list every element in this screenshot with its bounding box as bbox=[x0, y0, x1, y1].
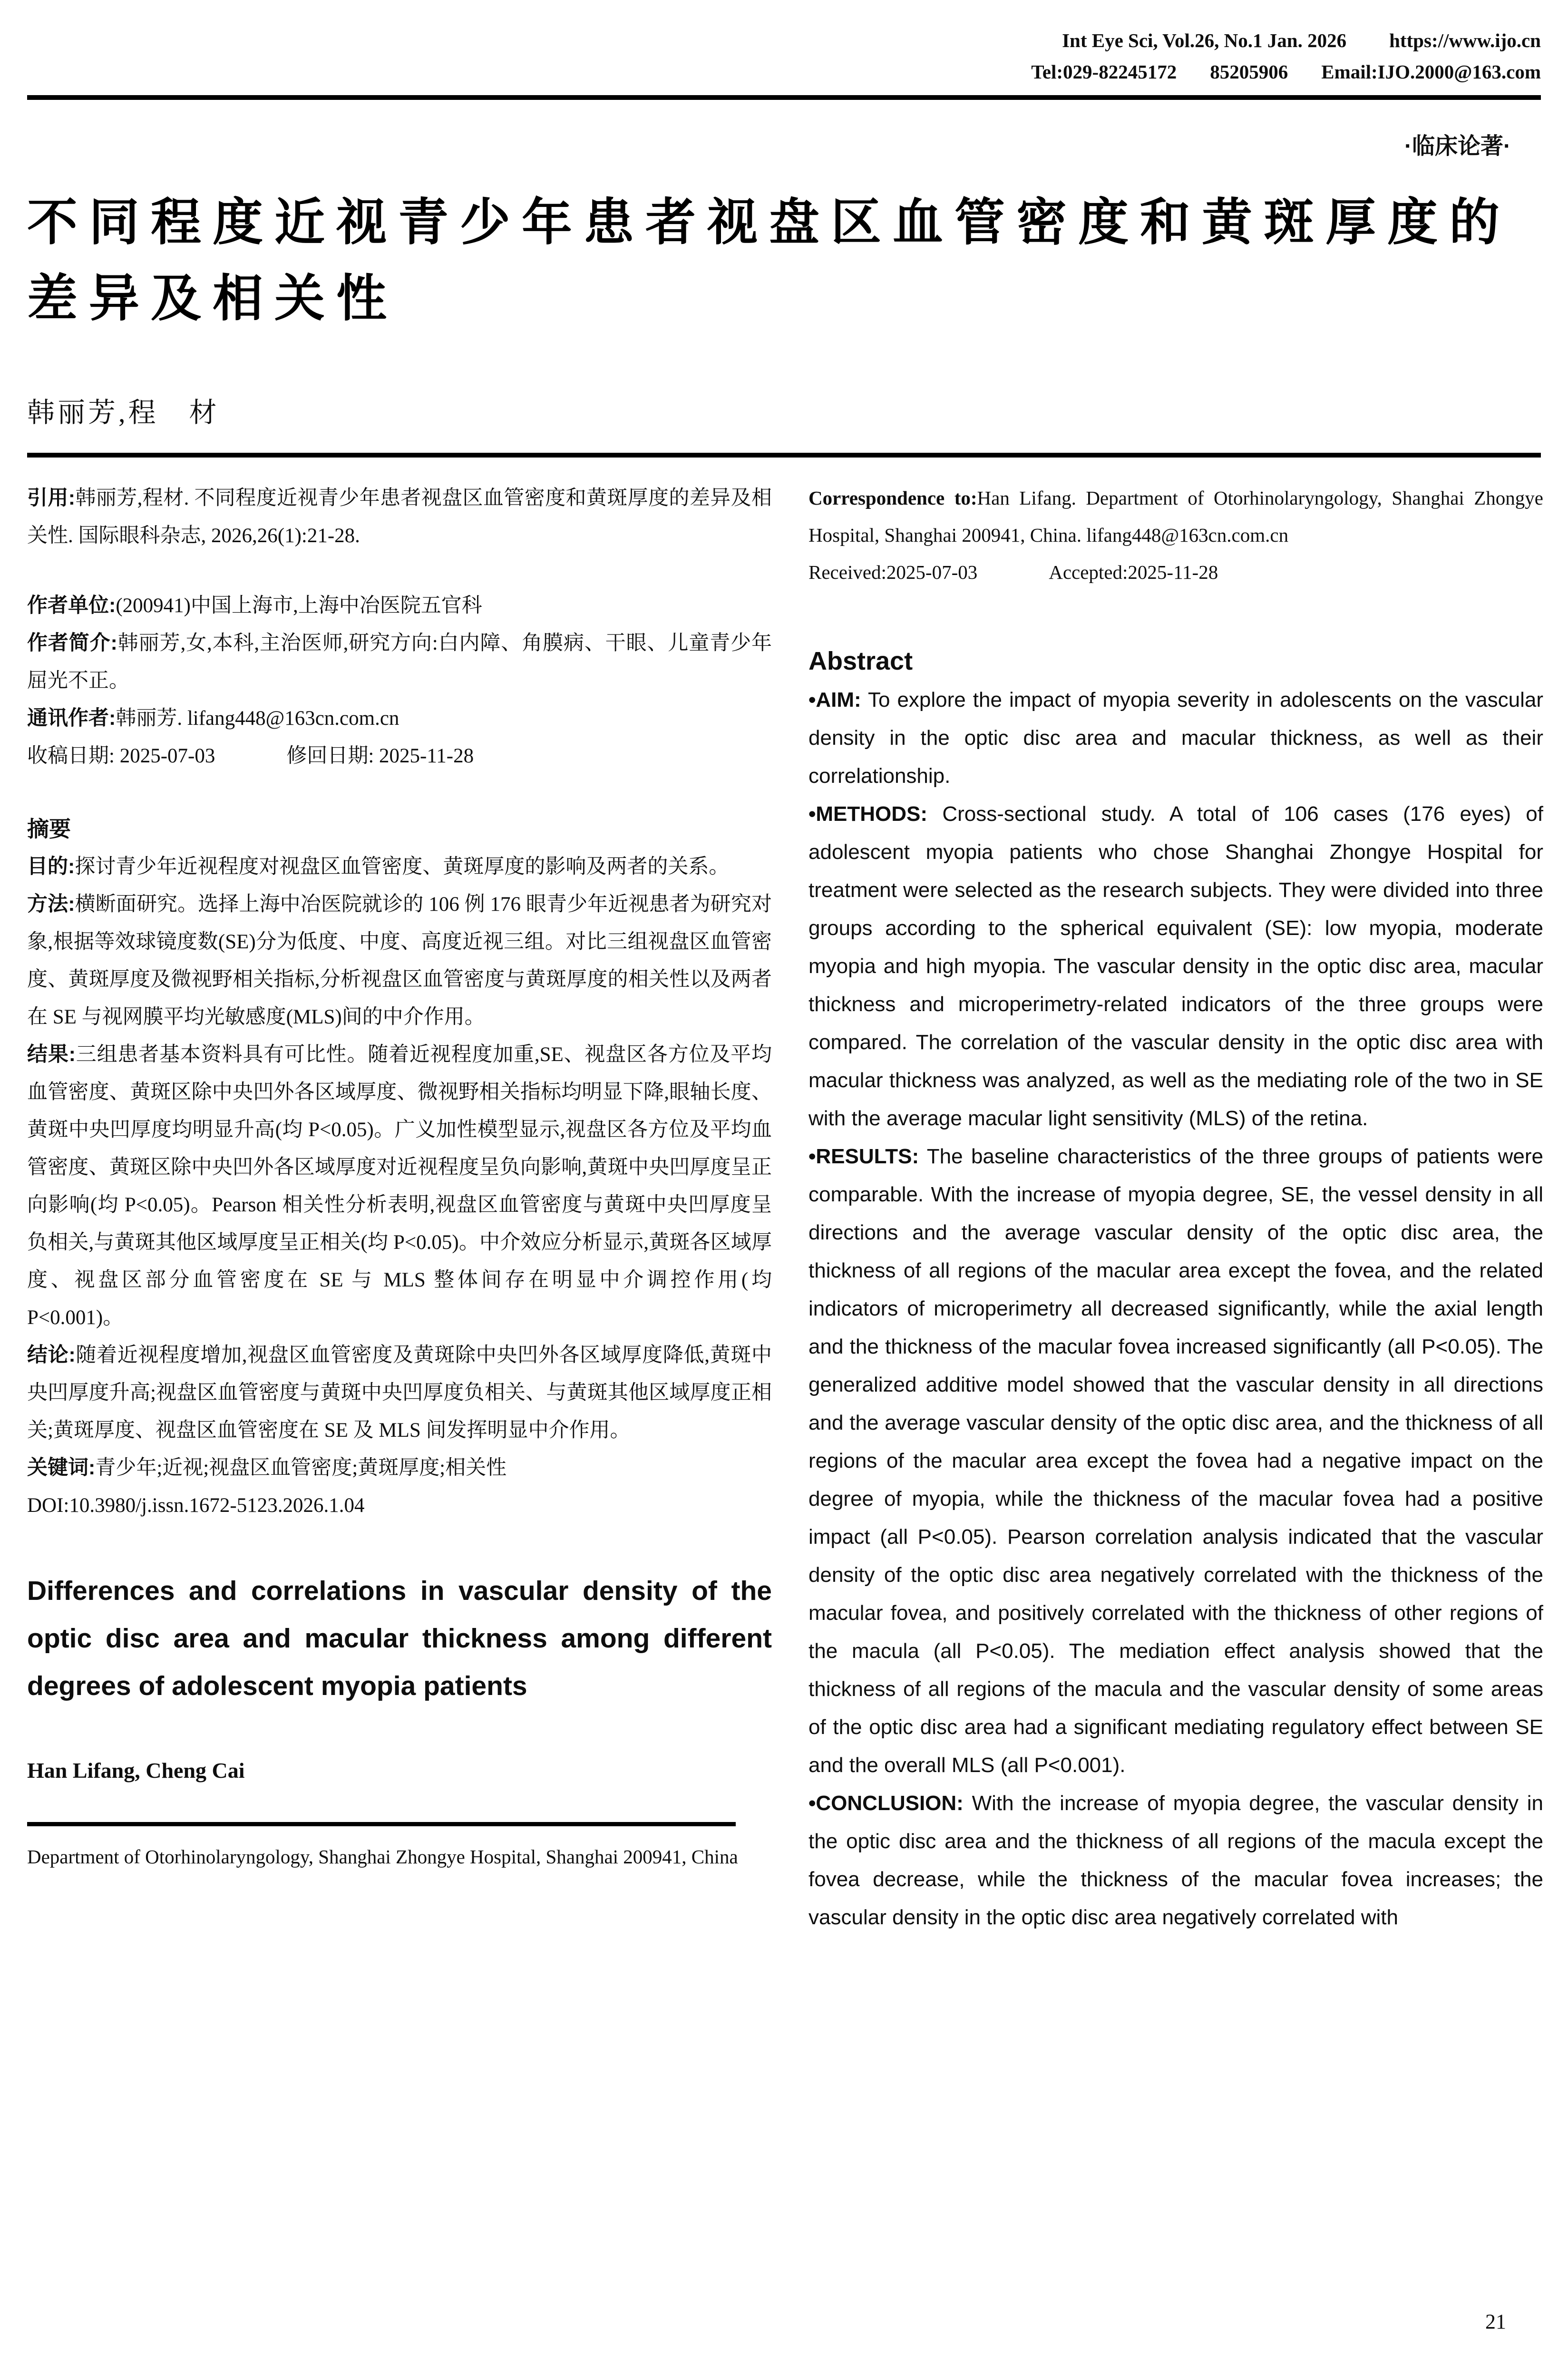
aim-text-cn: 探讨青少年近视程度对视盘区血管密度、黄斑厚度的影响及两者的关系。 bbox=[75, 856, 730, 878]
results-paragraph-en bbox=[808, 1138, 1543, 1784]
conclusion-label-en: •CONCLUSION: bbox=[808, 1792, 964, 1815]
corresponding-text: 韩丽芳. lifang448@163cn.com.cn bbox=[116, 707, 399, 730]
article-type-label: ·临床论著· bbox=[1404, 134, 1511, 159]
authors-rule bbox=[27, 453, 1541, 458]
masthead-line1 bbox=[828, 25, 1541, 56]
results-paragraph-cn bbox=[27, 1036, 772, 1336]
journal-tel2: 85205906 bbox=[1210, 61, 1288, 83]
corresponding-paragraph bbox=[27, 700, 772, 737]
affiliation-label: 作者单位: bbox=[27, 594, 116, 617]
results-label-en: •RESULTS: bbox=[808, 1145, 919, 1168]
aim-paragraph-cn bbox=[27, 848, 772, 886]
citation-paragraph bbox=[27, 479, 772, 555]
conclusion-text-cn: 随着近视程度增加,视盘区血管密度及黄斑除中央凹外各区域厚度降低,黄斑中央凹厚度升高;视盘区血管密度与黄斑中央凹厚度负相关、与黄斑其他区域厚度正相关;黄斑厚度、视盘区血管密度在 SE 及 MLS 间发挥明显中介作用。 bbox=[27, 1344, 772, 1442]
bio-paragraph bbox=[27, 624, 772, 700]
methods-text-en: Cross-sectional study. A total of 106 cases (176 eyes) of adolescent myopia patients who chose Shanghai Zhongye Hospital for treatment were selected as the research subjects. They were divided into three groups according to the spherical equivalent (SE): low myopia, moderate myopia and high myopia. The vascular density in the optic disc area, macular thickness and microperimetry-related indicators of the three groups were compared. The correlation of the vascular density in the optic disc area with macular thickness was analyzed, as well as the mediating role of the two in SE with the average macular light sensitivity (MLS) of the retina. bbox=[808, 802, 1543, 1130]
left-column bbox=[27, 479, 772, 1876]
bio-text: 韩丽芳,女,本科,主治医师,研究方向:白内障、角膜病、干眼、儿童青少年屈光不正。 bbox=[27, 632, 772, 692]
header-rule bbox=[27, 95, 1541, 100]
correspondence-label: Correspondence to: bbox=[808, 487, 977, 509]
dates-en-line bbox=[808, 554, 1543, 591]
authors-english: Han Lifang, Cheng Cai bbox=[27, 1758, 245, 1783]
aim-paragraph-en bbox=[808, 681, 1543, 795]
methods-paragraph-en bbox=[808, 795, 1543, 1138]
footnote-rule bbox=[27, 1822, 736, 1826]
title-english: Differences and correlations in vascular density of the optic disc area and macular thickness among different degrees of adolescent myopia patients bbox=[27, 1576, 772, 1701]
aim-label-cn: 目的: bbox=[27, 855, 75, 878]
masthead bbox=[828, 25, 1541, 88]
affiliation-text: (200941)中国上海市,上海中冶医院五官科 bbox=[116, 594, 482, 617]
aim-label-en: •AIM: bbox=[808, 688, 861, 711]
keywords-label: 关键词: bbox=[27, 1456, 96, 1479]
corresponding-label: 通讯作者: bbox=[27, 707, 116, 730]
abstract-heading-cn: 摘要 bbox=[27, 817, 71, 841]
methods-label-en: •METHODS: bbox=[808, 802, 928, 826]
bio-label: 作者简介: bbox=[27, 632, 117, 654]
page-number: 21 bbox=[1485, 2310, 1506, 2333]
department-english: Department of Otorhinolaryngology, Shanghai Zhongye Hospital, Shanghai 200941, China bbox=[27, 1846, 738, 1868]
revised-date-cn: 修回日期: 2025-11-28 bbox=[286, 745, 474, 767]
journal-tel: Tel:029-82245172 bbox=[1031, 61, 1177, 83]
conclusion-text-en: With the increase of myopia degree, the vascular density in the optic disc area and the thickness of all regions of the macula except the fovea decrease, while the thickness of the macular fovea increases; the vascular density in the optic disc area negatively correlated with bbox=[808, 1792, 1543, 1929]
citation-text: 韩丽芳,程材. 不同程度近视青少年患者视盘区血管密度和黄斑厚度的差异及相关性. 国际眼科杂志, 2026,26(1):21-28. bbox=[27, 487, 772, 547]
methods-text-cn: 横断面研究。选择上海中冶医院就诊的 106 例 176 眼青少年近视患者为研究对象,根据等效球镜度数(SE)分为低度、中度、高度近视三组。对比三组视盘区血管密度、黄斑厚度及微视野相关指标,分析视盘区血管密度与黄斑厚度的相关性以及两者在 SE 与视网膜平均光敏感度(MLS)间的中介作用。 bbox=[27, 893, 772, 1028]
doi-line: DOI:10.3980/j.issn.1672-5123.2026.1.04 bbox=[27, 1494, 365, 1517]
authors-chinese: 韩丽芳,程 材 bbox=[27, 397, 220, 428]
right-column bbox=[808, 479, 1543, 1937]
masthead-line2 bbox=[828, 56, 1541, 88]
journal-url: https://www.ijo.cn bbox=[1389, 29, 1541, 51]
results-text-cn: 三组患者基本资料具有可比性。随着近视程度加重,SE、视盘区各方位及平均血管密度、黄斑区除中央凹外各区域厚度、微视野相关指标均明显下降,眼轴长度、黄斑中央凹厚度均明显升高(均 P<0.05)。广义加性模型显示,视盘区各方位及平均血管密度、黄斑区除中央凹外各区域厚度对近视程度呈负向影响,黄斑中央凹厚度呈正向影响(均 P<0.05)。Pearson 相关性分析表明,视盘区血管密度与黄斑中央凹厚度呈负相关,与黄斑其他区域厚度呈正相关(均 P<0.05)。中介效应分析显示,黄斑各区域厚度、视盘区部分血管密度在 SE 与 MLS 整体间存在明显中介调控作用(均 P<0.001)。 bbox=[27, 1043, 772, 1329]
affiliation-paragraph bbox=[27, 587, 772, 624]
received-date-en: Received:2025-07-03 bbox=[808, 561, 978, 583]
methods-paragraph-cn bbox=[27, 886, 772, 1036]
title-chinese: 不同程度近视青少年患者视盘区血管密度和黄斑厚度的差异及相关性 bbox=[27, 195, 1511, 327]
aim-text-en: To explore the impact of myopia severity in adolescents on the vascular density in the optic disc area and macular thickness, as well as their correlationship. bbox=[808, 688, 1543, 788]
accepted-date-en: Accepted:2025-11-28 bbox=[1049, 561, 1218, 583]
conclusion-paragraph-cn bbox=[27, 1336, 772, 1449]
conclusion-paragraph-en bbox=[808, 1784, 1543, 1937]
abstract-heading-en: Abstract bbox=[808, 647, 913, 675]
dates-cn-line bbox=[27, 737, 772, 775]
correspondence-text: Han Lifang. Department of Otorhinolaryngology, Shanghai Zhongye Hospital, Shanghai 200941, China. lifang448@163cn.com.cn bbox=[808, 487, 1544, 546]
author-info-group bbox=[27, 587, 772, 775]
results-label-cn: 结果: bbox=[27, 1043, 76, 1066]
conclusion-label-cn: 结论: bbox=[27, 1344, 76, 1366]
methods-label-cn: 方法: bbox=[27, 893, 75, 916]
keywords-text: 青少年;近视;视盘区血管密度;黄斑厚度;相关性 bbox=[95, 1457, 507, 1479]
citation-label: 引用: bbox=[27, 487, 76, 509]
journal-issue-info: Int Eye Sci, Vol.26, No.1 Jan. 2026 bbox=[1062, 29, 1347, 51]
keywords-paragraph bbox=[27, 1449, 772, 1487]
journal-email: Email:IJO.2000@163.com bbox=[1321, 61, 1541, 83]
correspondence-paragraph bbox=[808, 479, 1543, 554]
results-text-en: The baseline characteristics of the three groups of patients were comparable. With the increase of myopia degree, SE, the vessel density in all directions and the average vascular density of the optic disc area, the thickness of all regions of the macular area except the fovea, and the related indicators of microperimetry all decreased significantly, while the axial length and the thickness of the macular fovea increased significantly (all P<0.05). The generalized additive model showed that the vascular density in all directions and the average vascular density of the optic disc area, and the thickness of all regions of the macular area except the fovea had a negative impact on the degree of myopia, while the thickness of the macular fovea had a positive impact (all P<0.05). Pearson correlation analysis indicated that the vascular density of the optic disc area negatively correlated with the thickness of the macular fovea, and positively correlated with the thickness of other regions of the macula (all P<0.05). The mediation effect analysis showed that the thickness of all regions of the macula and the vascular density of some areas of the optic disc area had a significant mediating regulatory effect between SE and the overall MLS (all P<0.001). bbox=[808, 1145, 1543, 1777]
received-date-cn: 收稿日期: 2025-07-03 bbox=[27, 745, 215, 767]
